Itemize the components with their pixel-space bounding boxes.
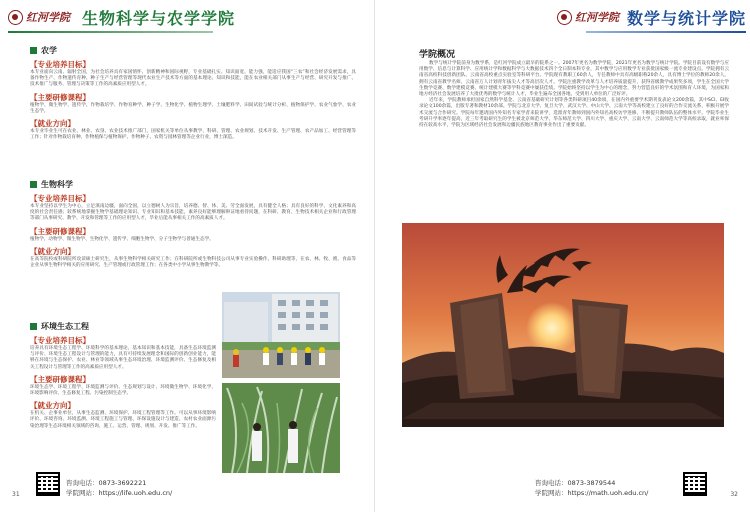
- website-label: 学院网站：: [535, 489, 568, 497]
- section-biology: [30, 178, 356, 269]
- sculpture-sunset-photo: [402, 223, 724, 427]
- college-overview: [419, 61, 729, 129]
- block-heading: 【就业方向】: [30, 119, 75, 129]
- right-header: [557, 4, 746, 30]
- right-page: [375, 0, 750, 512]
- contact-info: [66, 478, 172, 498]
- block-text: 本专业毕业生可在农业、林业、农垦、农业技术推广部门，国家机关等单位从事教学、科研、管理、农业规划、技术开发、生产管理、农产品加工、经营管理等工作；针对作物栽培育种、作物植保与植物保护、作物种子、农资与园林管理等企业行业，博士深造。: [30, 129, 356, 141]
- section-title: 生物科学: [41, 179, 73, 189]
- block-text: 本专业坚持以学生为中心，立足滇南边疆，面向全国，以立德树人为宗旨，培养德、智、体、美、劳全面发展，具有健全人格；具有良好的科学、文化素养和高度的社会责任感；较系统地掌握生物学基础理论知识、专业知识和基本技能，素养良好能够理解辩证地看待问题，在科研、教育、生物技术相关企业和行政管理等部门从事研究、教学、开发和管理等工作的应用型人才，毕业后能从事相关工作的高素质人才。: [30, 204, 356, 222]
- seal-icon: [557, 10, 572, 25]
- block-text: 环境生态学、环境工程学、环境监测与评价、生态规划与设计、环境微生物学、环境化学、环境影响评价、生态修复工程、污染控制生态学。: [30, 384, 216, 397]
- block-text: 植物学、动物学、微生物学、生物化学、遗传学、细胞生物学、分子生物学与普通生态学。: [30, 236, 214, 242]
- block-heading: 【专业培养目标】: [30, 194, 90, 203]
- block-heading: 【专业培养目标】: [30, 336, 90, 345]
- website-label: 学院网站：: [66, 489, 99, 497]
- block-heading: 【主要研修课程】: [30, 374, 90, 384]
- leaf-icon: [30, 47, 37, 54]
- section-agronomy: [30, 44, 356, 141]
- header-underline: [586, 31, 746, 33]
- campus-activity-photo: [222, 292, 340, 378]
- overview-paragraph: 近年来，学院教师承担国家自然科学基金、云南省基础研究计划等各类科研项目40余项，在国内外重要学术期刊发表论文200余篇，其中SCI、EI收录论文100余篇，出版专著和教材10余部。学院与北京大学、复旦大学、武汉大学、中山大学、云南大学等高校建立了良好的合作交流关系，积极开展学术交流与合作研究。学院每年邀请国内外知名专家学者来院讲学，选派青年教师到国内外知名高校访学进修，不断提升教师队伍的整体水平。学院毕业生考研升学率逐年提高，近三年考取研究生的学生被北京师范大学、华东师范大学、四川大学、重庆大学、云南大学、云南师范大学等高校录取，就业率保持在较高水平，学院为区域经济社会发展和边疆民族地区教育事业作出了重要贡献。: [419, 98, 729, 129]
- page-number: 31: [12, 491, 20, 498]
- phone-number: 0873-3879544: [567, 479, 616, 487]
- leaf-icon: [30, 323, 37, 330]
- block-heading: 【专业培养目标】: [30, 60, 90, 69]
- plant-field-photo: [222, 383, 340, 473]
- block-text: 本专业面向云南、辐射全国，为社会培养具有家国情怀、创新精神和国际视野，专业基础扎实、知识面宽、能力强，能适应我国“三农”和社会经济发展需求，具备作物生产、作物遗传育种、种子生产与经营管理等现代农业生产技术等方面的基本理论、知识和技能，能在农业相关部门从事生产与经营、研究开发与推广、技术推广与服务、管理与决策等工作的高素质应用型人才。: [30, 70, 356, 88]
- campus-activity-illustration: [222, 292, 340, 378]
- website-link[interactable]: https://math.uoh.edu.cn/: [567, 489, 649, 497]
- logo-text: 红河学院: [26, 11, 70, 24]
- logo-text: 红河学院: [574, 11, 619, 24]
- block-heading: 【就业方向】: [30, 401, 75, 411]
- block-heading: 【主要研修课程】: [30, 226, 90, 236]
- university-logo: [8, 9, 70, 25]
- website-link[interactable]: https://life.uoh.edu.cn/: [98, 489, 173, 497]
- qr-code[interactable]: [36, 472, 60, 496]
- block-text: 植物学、微生物学、遗传学、作物栽培学、作物育种学、种子学、生物化学、植物生理学、土壤肥料学、田间试验与统计分析、植物保护学、农业气象学、农业生态学。: [30, 102, 356, 114]
- plant-field-illustration: [222, 383, 340, 473]
- block-text: 在机关、企事业单位，从事生态监测、环境保护、环境工程管理等工作。可以从事环境影响评价、环境咨询、环境监测、环境工程施工与管理、环保设施设计与建造、农村农业面源污染治理等生态环境相关领域的咨询、施工、运营、管理、规划、开发、推广等工作。: [30, 411, 216, 429]
- overview-paragraph: 数学与统计学院前身为数学系，是红河学院成立最早的院系之一。2007年更名为数学学院，2021年更名为数学与统计学院。学院目前设有数学与应用数学、信息与计算科学、应用统计学和数据科学与大数据技术四个全日制本科专业，其中数学与应用数学专业获批国家级一流专业建设点。学院拥有云南省高校科技创新团队、云南省高校重点实验室等科研平台。学院现有教职工60余人，专任教师中具有高级职称20余人，具有博士学位的教师20余人，拥有云南省教学名师、云南省万人计划青年拔尖人才等高层次人才。学院注重教学改革与人才培养质量提升，获得省级教学成果奖多项，学生在全国大学生数学竞赛、数学建模竞赛、统计建模大赛等学科竞赛中屡获佳绩。学院始终坚持以学生为中心的理念，努力营造良好的学术氛围和育人环境，为国家和地方经济社会发展培养了大批优秀的数学与统计人才，毕业生遍布全国各地，受到用人单位的广泛好评。: [419, 61, 729, 98]
- page-title: 数学与统计学院: [626, 8, 746, 28]
- section-title: 环境生态工程: [41, 321, 89, 331]
- section-title: 学院概况: [419, 50, 456, 60]
- block-heading: 【就业方向】: [30, 246, 75, 256]
- phone-label: 咨询电话：: [535, 479, 568, 487]
- phone-label: 咨询电话：: [66, 479, 99, 487]
- phone-number: 0873-3692221: [98, 479, 147, 487]
- left-header: [8, 4, 235, 30]
- header-underline: [8, 31, 213, 33]
- contact-info: [535, 478, 648, 498]
- university-logo: [557, 9, 619, 25]
- block-heading: 【主要研修课程】: [30, 92, 90, 102]
- section-title: 农学: [41, 45, 57, 55]
- seal-icon: [8, 10, 23, 25]
- page-title: 生物科学与农学学院: [82, 8, 236, 28]
- qr-code[interactable]: [683, 472, 707, 496]
- leaf-icon: [30, 181, 37, 188]
- block-text: 培养具有环境生态工程学、环境科学的基本理论，基本知识和基本技能，具备生态环境监测与评价、环境生态工程设计与管理的能力，具有可持续发展理念和国际的创新创业能力，能够在环境与生态保护、农业、林业等领域从事生态环境治理、环境监测评价、生态修复及相关工程设计与管理等工作的高素质应用型人才。: [30, 346, 216, 370]
- sculpture-sunset-illustration: [402, 223, 724, 427]
- page-number: 32: [730, 491, 738, 498]
- block-text: 在高等院校或科研院所攻读硕士研究生，从事生物科学相关研究工作；在科研院所或生物科技公司从事专业实验操作、科研助理等，在农、林、牧、渔、食品等企业从事生物科学相关的应用研究、生产管理或行政管理工作；在各类中小学从事生物教学等。: [30, 256, 356, 269]
- section-eco-engineering: [30, 320, 216, 430]
